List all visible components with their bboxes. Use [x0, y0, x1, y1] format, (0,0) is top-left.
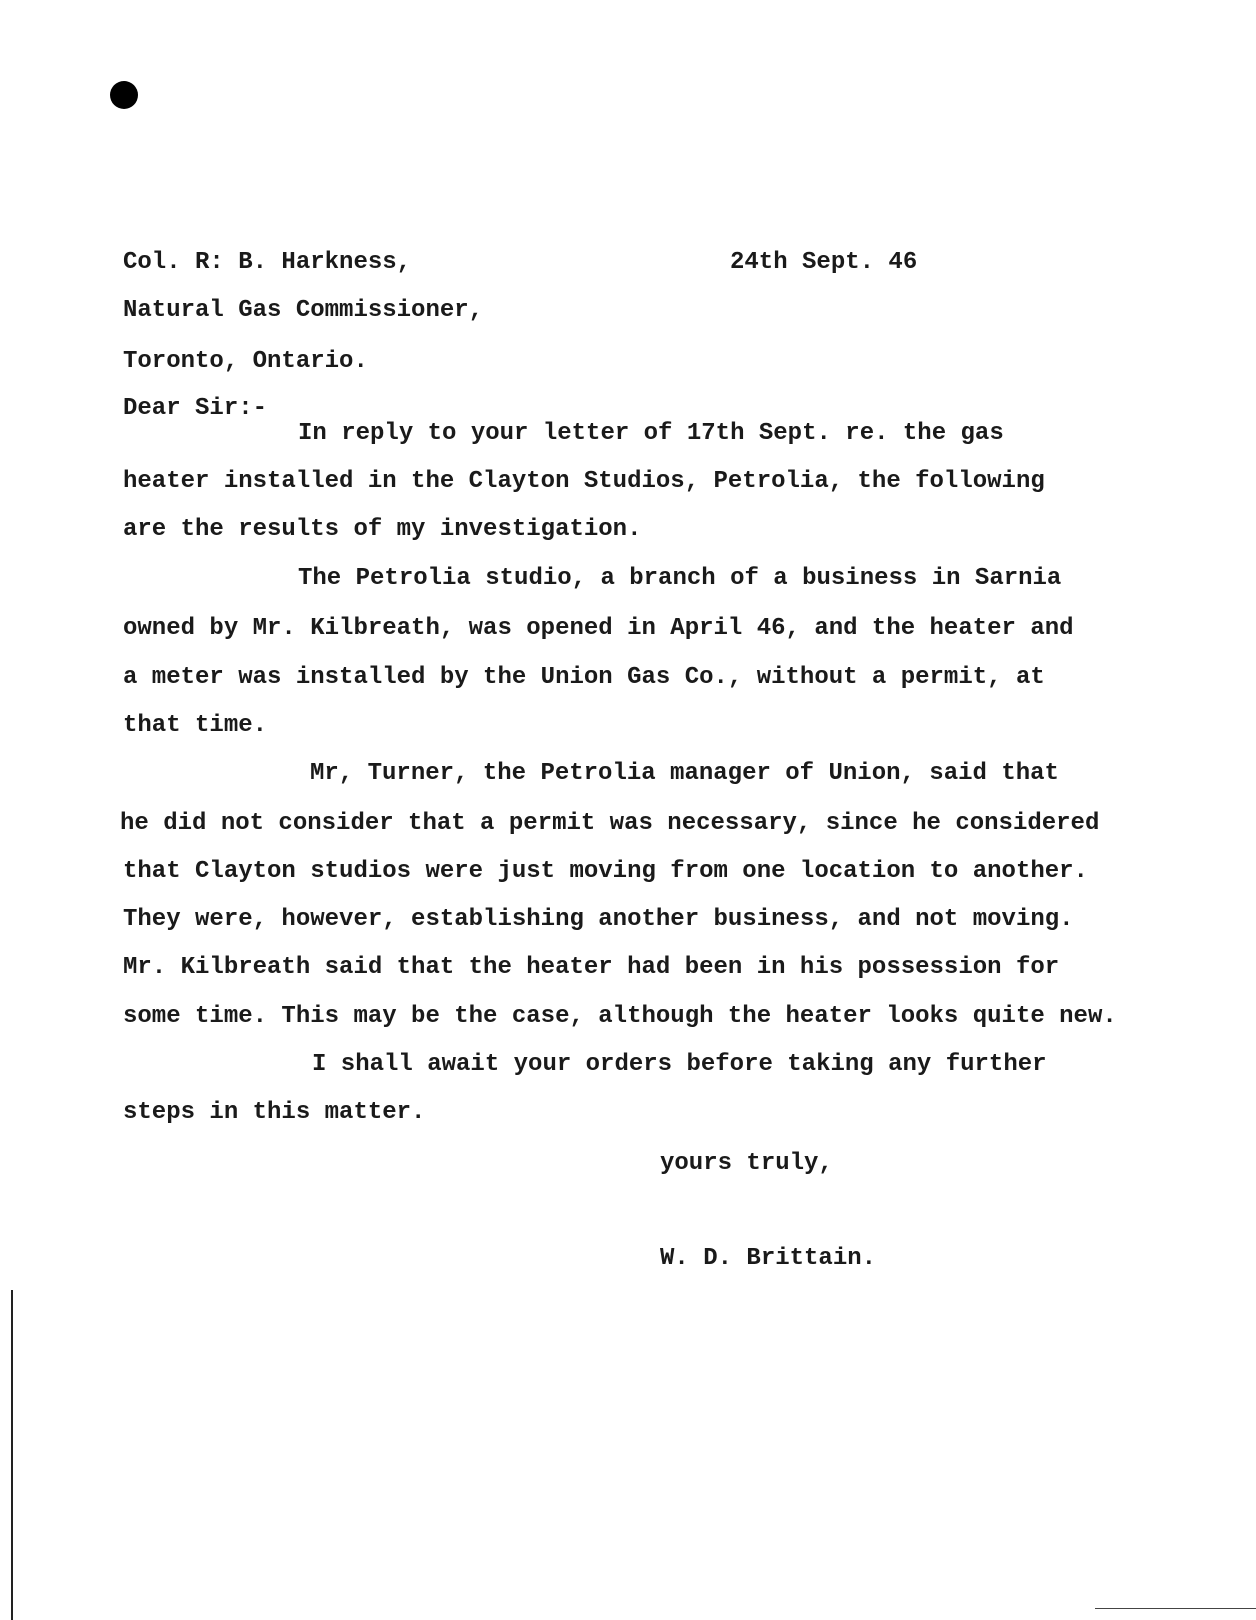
- body-line: a meter was installed by the Union Gas Co., without a permit, at: [123, 664, 1045, 691]
- recipient-location: Toronto, Ontario.: [123, 348, 368, 375]
- body-line: steps in this matter.: [123, 1099, 426, 1126]
- body-line: he did not consider that a permit was necessary, since he considered: [120, 810, 1100, 837]
- page-edge: [11, 1290, 13, 1620]
- salutation: Dear Sir:-: [123, 395, 268, 422]
- body-line: Mr. Kilbreath said that the heater had been in his possession for: [123, 954, 1060, 981]
- letter-date: 24th Sept. 46: [730, 249, 918, 276]
- body-line: I shall await your orders before taking any further: [312, 1051, 1047, 1078]
- recipient-title: Natural Gas Commissioner,: [123, 297, 484, 324]
- punch-hole: [110, 81, 138, 109]
- body-line: Mr, Turner, the Petrolia manager of Union, said that: [310, 760, 1059, 787]
- body-line: The Petrolia studio, a branch of a business in Sarnia: [298, 565, 1062, 592]
- body-line: that time.: [123, 712, 268, 739]
- body-line: They were, however, establishing another business, and not moving.: [123, 906, 1074, 933]
- closing: yours truly,: [660, 1150, 833, 1177]
- body-line: are the results of my investigation.: [123, 516, 642, 543]
- page-edge-bottom: [1095, 1608, 1256, 1609]
- body-line: that Clayton studios were just moving from one location to another.: [123, 858, 1088, 885]
- body-line: In reply to your letter of 17th Sept. re. the gas: [298, 420, 1004, 447]
- signature-name: W. D. Brittain.: [660, 1245, 877, 1272]
- body-line: heater installed in the Clayton Studios, Petrolia, the following: [123, 468, 1045, 495]
- body-line: some time. This may be the case, although the heater looks quite new.: [123, 1003, 1117, 1030]
- recipient-name: Col. R: B. Harkness,: [123, 249, 412, 276]
- body-line: owned by Mr. Kilbreath, was opened in April 46, and the heater and: [123, 615, 1074, 642]
